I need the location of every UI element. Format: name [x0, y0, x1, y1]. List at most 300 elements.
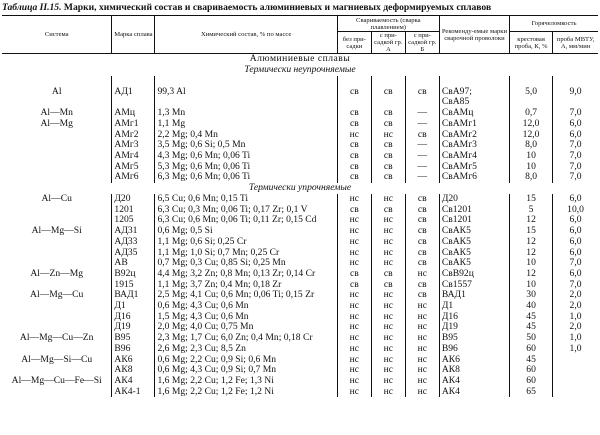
cell-filler-b: [405, 76, 439, 87]
cell-wire: Д20: [439, 194, 509, 205]
cell-grade: В95: [112, 333, 155, 344]
cell-composition: 1,3 Mn: [155, 108, 337, 119]
cell-composition: 1,6 Mg; 2,2 Cu; 1,2 Fe; 1,2 Ni: [155, 387, 337, 398]
cell-filler-a: нс: [371, 130, 405, 141]
cell-filler-b: нс: [405, 322, 439, 333]
cell-composition: 6,3 Cu; 0,3 Mn; 0,06 Ti; 0,17 Zr; 0,1 V: [155, 205, 337, 216]
cell-cross-sample: 10: [510, 162, 553, 173]
cell-filler-a: св: [371, 87, 405, 98]
cell-grade: АД35: [112, 248, 155, 259]
cell-mvtu: [553, 387, 598, 398]
cell-no-filler: св: [337, 119, 371, 130]
cell-composition: 4,3 Mg; 0,6 Mn; 0,06 Ti: [155, 151, 337, 162]
cell-system: [2, 172, 112, 183]
cell-cross-sample: 60: [510, 344, 553, 355]
table-number: Таблица II.15.: [2, 2, 62, 13]
cell-cross-sample: 15: [510, 194, 553, 205]
cell-filler-b: св: [405, 215, 439, 226]
cell-system: [2, 312, 112, 323]
cell-wire: Св1201: [439, 215, 509, 226]
table-row: [2, 151, 598, 162]
cell-system: [2, 151, 112, 162]
cell-filler-b: св: [405, 194, 439, 205]
cell-no-filler: св: [337, 151, 371, 162]
cell-cross-sample: 0,7: [510, 108, 553, 119]
cell-wire: СвАМг3: [439, 140, 509, 151]
cell-wire: СвА97;: [439, 87, 509, 98]
cell-filler-b: нс: [405, 312, 439, 323]
table-row: [2, 194, 598, 205]
cell-grade: [112, 76, 155, 87]
header-no-filler: без при-садки: [337, 32, 371, 54]
cell-no-filler: нс: [337, 226, 371, 237]
table-title: Марки, химический состав и свариваемость алюминиевых и магниевых деформируемых сплавов: [63, 2, 492, 13]
cell-mvtu: 6,0: [569, 129, 582, 140]
cell-no-filler: нс: [337, 344, 371, 355]
table-row: [2, 301, 598, 312]
cell-filler-a: нс: [371, 376, 405, 387]
cell-cross-sample: 50: [510, 333, 553, 344]
cell-system: Al: [2, 87, 112, 98]
cell-cross-sample: 65: [510, 387, 553, 398]
cell-mvtu: 6,0: [569, 247, 582, 258]
cell-system: [2, 280, 112, 291]
cell-mvtu: 1,0: [569, 333, 582, 344]
cell-system: Al—Zn—Mg: [2, 269, 112, 280]
header-cross-sample: крестовая проба, К, %: [510, 32, 553, 54]
cell-grade: АК4: [112, 376, 155, 387]
table-row: [2, 333, 598, 344]
section-label: Алюминиевые сплавы: [249, 53, 351, 65]
table-row: [2, 290, 598, 301]
cell-no-filler: нс: [337, 322, 371, 333]
cell-no-filler: св: [337, 162, 371, 173]
cell-system: [2, 365, 112, 376]
cell-system: [2, 387, 112, 398]
cell-wire: СвВ92ц: [439, 269, 509, 280]
cell-wire: СвАМг4: [439, 151, 509, 162]
cell-system: [2, 130, 112, 141]
cell-cross-sample: 60: [510, 365, 553, 376]
cell-grade: АД1: [112, 87, 155, 98]
cell-cross-sample: 45: [510, 355, 553, 366]
cell-filler-a: св: [371, 269, 405, 280]
cell-composition: 0,7 Mg; 0,3 Cu; 0,85 Si; 0,25 Mn: [155, 258, 337, 269]
cell-system: Al—Mn: [2, 108, 112, 119]
cell-no-filler: св: [337, 87, 371, 98]
cell-system: [2, 237, 112, 248]
cell-filler-b: св: [405, 258, 439, 269]
cell-cross-sample: 12,0: [510, 130, 553, 141]
cell-system: [2, 322, 112, 333]
cell-wire: СвАМг6: [439, 172, 509, 183]
cell-composition: 5,3 Mg; 0,6 Mn; 0,06 Ti: [155, 162, 337, 173]
cell-mvtu: 6,0: [569, 236, 582, 247]
cell-no-filler: св: [337, 108, 371, 119]
cell-composition: 1,1 Mg; 0,6 Si; 0,25 Cr: [155, 237, 337, 248]
cell-no-filler: [337, 97, 371, 108]
cell-filler-a: нс: [371, 387, 405, 398]
cell-grade: 1205: [112, 215, 155, 226]
table-row: [2, 226, 598, 237]
cell-filler-b: нс: [405, 355, 439, 366]
table-row: [2, 387, 598, 398]
cell-mvtu: 6,0: [569, 268, 582, 279]
cell-composition: 2,2 Mg; 0,4 Mn: [155, 130, 337, 141]
cell-grade: Д16: [112, 312, 155, 323]
cell-grade: АК4-1: [112, 387, 155, 398]
cell-grade: ВАД1: [112, 290, 155, 301]
cell-mvtu: 1,0: [569, 343, 582, 354]
header-grade: Марка сплава: [112, 16, 155, 54]
cell-composition: 6,3 Cu; 0,6 Mn; 0,06 Ti; 0,11 Zr; 0,15 Cd: [155, 215, 337, 226]
cell-cross-sample: 12: [510, 215, 553, 226]
cell-filler-b: —: [405, 151, 439, 162]
table-row: [2, 280, 598, 291]
cell-cross-sample: [510, 76, 553, 87]
table-row: [2, 355, 598, 366]
cell-system: Al—Mg: [2, 119, 112, 130]
cell-wire: АК6: [439, 355, 509, 366]
cell-grade: АМг5: [112, 162, 155, 173]
cell-filler-a: нс: [371, 333, 405, 344]
cell-no-filler: нс: [337, 290, 371, 301]
cell-grade: АМг2: [112, 130, 155, 141]
cell-no-filler: св: [337, 205, 371, 216]
cell-composition: 1,1 Mg; 1,0 Si; 0,7 Mn; 0,25 Cr: [155, 248, 337, 259]
cell-mvtu: 7,0: [569, 258, 582, 269]
table-header: [2, 16, 598, 54]
table-row: [2, 97, 598, 108]
cell-filler-a: св: [371, 140, 405, 151]
cell-grade: Д1: [112, 301, 155, 312]
cell-cross-sample: 12: [510, 269, 553, 280]
alloy-table: [2, 15, 598, 397]
cell-grade: АД33: [112, 237, 155, 248]
cell-filler-b: св: [405, 87, 439, 98]
cell-grade: АВ: [112, 258, 155, 269]
cell-composition: 2,0 Mg; 4,0 Cu; 0,75 Mn: [155, 322, 337, 333]
cell-system: [2, 344, 112, 355]
cell-system: [2, 215, 112, 226]
cell-filler-b: —: [405, 162, 439, 173]
cell-composition: 2,6 Mg; 2,3 Cu; 8,5 Zn: [155, 344, 337, 355]
cell-composition: 0,6 Mg; 2,2 Cu; 0,9 Si; 0,6 Mn: [155, 355, 337, 366]
cell-wire: АК4: [439, 376, 509, 387]
cell-filler-b: св: [405, 280, 439, 291]
cell-wire: Св1557: [439, 280, 509, 291]
table-row: [2, 130, 598, 141]
header-system: Система: [2, 16, 112, 54]
cell-no-filler: св: [337, 140, 371, 151]
cell-mvtu: [553, 76, 598, 87]
table-row: [2, 322, 598, 333]
cell-filler-a: нс: [371, 215, 405, 226]
cell-no-filler: нс: [337, 248, 371, 259]
header-hot-crack: Горячеломкость: [510, 16, 598, 32]
cell-composition: 6,5 Cu; 0,6 Mn; 0,15 Ti: [155, 194, 337, 205]
cell-grade: В92ц: [112, 269, 155, 280]
cell-no-filler: нс: [337, 194, 371, 205]
cell-wire: ВАД1: [439, 290, 509, 301]
cell-mvtu: 10,0: [567, 204, 584, 215]
subsection-label-1: Термически неупрочняемые: [244, 65, 356, 76]
cell-filler-b: нс: [405, 376, 439, 387]
cell-no-filler: св: [337, 269, 371, 280]
table-row: [2, 205, 598, 216]
cell-mvtu: 7,0: [569, 172, 582, 183]
cell-cross-sample: 15: [510, 226, 553, 237]
header-composition: Химический состав, % по массе: [155, 16, 337, 54]
cell-mvtu: 2,0: [569, 301, 582, 312]
header-weldability: Свариваемость (сварка плавлением): [337, 16, 439, 32]
cell-filler-a: нс: [371, 226, 405, 237]
cell-wire: Д16: [439, 312, 509, 323]
cell-grade: АД31: [112, 226, 155, 237]
cell-composition: 1,6 Mg; 2,2 Cu; 1,2 Fe; 1,3 Ni: [155, 376, 337, 387]
cell-system: Al—Mg—Cu: [2, 290, 112, 301]
cell-no-filler: нс: [337, 215, 371, 226]
table-row: [2, 269, 598, 280]
cell-filler-b: св: [405, 290, 439, 301]
cell-filler-b: нс: [405, 333, 439, 344]
cell-composition: 3,5 Mg; 0,6 Si; 0,5 Mn: [155, 140, 337, 151]
cell-composition: 99,3 Al: [155, 87, 337, 98]
cell-system: [2, 162, 112, 173]
table-caption: [2, 2, 598, 14]
cell-wire: АК4: [439, 387, 509, 398]
cell-system: [2, 301, 112, 312]
cell-wire: Д1: [439, 301, 509, 312]
cell-wire: СвАМг1: [439, 119, 509, 130]
cell-mvtu: [553, 376, 598, 387]
cell-cross-sample: 45: [510, 322, 553, 333]
table-row: [2, 215, 598, 226]
cell-filler-a: св: [371, 119, 405, 130]
cell-system: Al—Mg—Cu—Zn: [2, 333, 112, 344]
cell-composition: 1,1 Mg: [155, 119, 337, 130]
cell-cross-sample: 10: [510, 151, 553, 162]
cell-cross-sample: 8,0: [510, 172, 553, 183]
cell-cross-sample: 40: [510, 301, 553, 312]
cell-composition: 1,5 Mg; 4,3 Cu; 0,6 Mn: [155, 312, 337, 323]
table-row: [2, 108, 598, 119]
cell-filler-a: нс: [371, 322, 405, 333]
header-filler-a: с при-садкой гр. А: [371, 32, 405, 54]
cell-mvtu: 2,0: [569, 322, 582, 333]
cell-filler-b: св: [405, 205, 439, 216]
cell-filler-a: нс: [371, 344, 405, 355]
table-row: [2, 344, 598, 355]
cell-filler-a: св: [371, 205, 405, 216]
cell-no-filler: нс: [337, 237, 371, 248]
cell-filler-a: нс: [371, 258, 405, 269]
cell-no-filler: нс: [337, 130, 371, 141]
cell-mvtu: 9,0: [569, 86, 582, 97]
cell-no-filler: нс: [337, 355, 371, 366]
cell-no-filler: нс: [337, 387, 371, 398]
cell-cross-sample: 10: [510, 280, 553, 291]
cell-filler-b: —: [405, 140, 439, 151]
cell-wire: Св1201: [439, 205, 509, 216]
cell-mvtu: 1,0: [569, 311, 582, 322]
cell-cross-sample: 45: [510, 312, 553, 323]
cell-system: [2, 140, 112, 151]
cell-cross-sample: 30: [510, 290, 553, 301]
cell-filler-b: нс: [405, 344, 439, 355]
cell-cross-sample: 10: [510, 258, 553, 269]
header-mvtu: проба МВТУ, А, мм/мин: [553, 32, 598, 54]
cell-filler-b: нс: [405, 365, 439, 376]
cell-grade: В96: [112, 344, 155, 355]
cell-filler-b: [405, 97, 439, 108]
table-row: [2, 87, 598, 98]
cell-system: Al—Mg—Si—Cu: [2, 355, 112, 366]
cell-filler-a: св: [371, 162, 405, 173]
table-row: [2, 119, 598, 130]
table-row: [2, 312, 598, 323]
header-filler-b: с при-садкой гр. Б: [405, 32, 439, 54]
cell-grade: АМг3: [112, 140, 155, 151]
cell-grade: АК6: [112, 355, 155, 366]
cell-grade: [112, 97, 155, 108]
cell-mvtu: 2,0: [569, 290, 582, 301]
cell-wire: СвАК5: [439, 237, 509, 248]
cell-system: Al—Mg—Si: [2, 226, 112, 237]
cell-filler-a: нс: [371, 237, 405, 248]
table-row: [2, 248, 598, 259]
cell-wire: В95: [439, 333, 509, 344]
cell-filler-b: св: [405, 130, 439, 141]
table-row: [2, 76, 598, 87]
cell-filler-a: св: [371, 151, 405, 162]
cell-system: Al—Cu: [2, 194, 112, 205]
cell-system: [2, 97, 112, 108]
cell-grade: АМг1: [112, 119, 155, 130]
cell-filler-a: [371, 76, 405, 87]
cell-filler-b: —: [405, 172, 439, 183]
cell-wire: СвАК5: [439, 248, 509, 259]
cell-no-filler: нс: [337, 365, 371, 376]
cell-mvtu: 7,0: [569, 150, 582, 161]
cell-filler-a: [371, 97, 405, 108]
cell-grade: 1915: [112, 280, 155, 291]
cell-filler-b: св: [405, 237, 439, 248]
cell-cross-sample: 5: [510, 205, 553, 216]
cell-wire: СвАМг5: [439, 162, 509, 173]
cell-mvtu: [553, 97, 598, 108]
cell-filler-a: нс: [371, 365, 405, 376]
cell-mvtu: 6,0: [569, 118, 582, 129]
cell-wire: СвАМг2: [439, 130, 509, 141]
table-row: [2, 376, 598, 387]
cell-no-filler: нс: [337, 258, 371, 269]
cell-mvtu: 7,0: [569, 140, 582, 151]
cell-no-filler: нс: [337, 376, 371, 387]
cell-filler-a: св: [371, 172, 405, 183]
cell-filler-b: нс: [405, 269, 439, 280]
cell-cross-sample: 60: [510, 376, 553, 387]
table-row: [2, 140, 598, 151]
cell-filler-a: св: [371, 280, 405, 291]
cell-mvtu: [553, 365, 598, 376]
cell-filler-a: нс: [371, 301, 405, 312]
cell-composition: 0,6 Mg; 4,3 Cu; 0,6 Mn: [155, 301, 337, 312]
cell-no-filler: нс: [337, 333, 371, 344]
cell-mvtu: 6,0: [569, 215, 582, 226]
cell-wire: [439, 76, 509, 87]
cell-grade: АК8: [112, 365, 155, 376]
cell-wire: В96: [439, 344, 509, 355]
cell-filler-a: нс: [371, 290, 405, 301]
cell-cross-sample: 12: [510, 237, 553, 248]
cell-grade: Д19: [112, 322, 155, 333]
cell-filler-a: нс: [371, 194, 405, 205]
cell-composition: 6,3 Mg; 0,6 Mn; 0,06 Ti: [155, 172, 337, 183]
cell-no-filler: св: [337, 280, 371, 291]
cell-no-filler: нс: [337, 301, 371, 312]
cell-grade: АМг6: [112, 172, 155, 183]
cell-grade: 1201: [112, 205, 155, 216]
cell-composition: 2,5 Mg; 4,1 Cu; 0,6 Mn; 0,06 Ti; 0,15 Zr: [155, 290, 337, 301]
table-row: [2, 365, 598, 376]
cell-mvtu: [553, 355, 598, 366]
cell-no-filler: [337, 76, 371, 87]
cell-mvtu: 7,0: [569, 279, 582, 290]
cell-composition: 2,3 Mg; 1,7 Cu; 6,0 Zn; 0,4 Mn; 0,18 Cr: [155, 333, 337, 344]
cell-filler-b: нс: [405, 301, 439, 312]
cell-composition: 4,4 Mg; 3,2 Zn; 0,8 Mn; 0,13 Zr; 0,14 Cr: [155, 269, 337, 280]
cell-filler-a: нс: [371, 355, 405, 366]
cell-wire: СвАМц: [439, 108, 509, 119]
cell-cross-sample: 12,0: [510, 119, 553, 130]
cell-mvtu: 6,0: [569, 226, 582, 237]
cell-system: [2, 258, 112, 269]
cell-cross-sample: 5,0: [510, 87, 553, 98]
cell-composition: 0,6 Mg; 0,5 Si: [155, 226, 337, 237]
table-body: [2, 54, 598, 398]
cell-wire: Д19: [439, 322, 509, 333]
cell-grade: АМц: [112, 108, 155, 119]
cell-grade: Д20: [112, 194, 155, 205]
cell-composition: [155, 76, 337, 87]
cell-composition: 0,6 Mg; 4,3 Cu; 0,9 Si; 0,7 Mn: [155, 365, 337, 376]
cell-composition: 1,1 Mg; 3,7 Zn; 0,4 Mn; 0,18 Zr: [155, 280, 337, 291]
cell-grade: АМг4: [112, 151, 155, 162]
cell-filler-a: св: [371, 108, 405, 119]
header-wire: Рекоменду-емые марки сварочной проволоки: [439, 16, 509, 54]
subsection-label-2: Термически упрочняемые: [248, 183, 352, 194]
cell-cross-sample: 8,0: [510, 140, 553, 151]
cell-system: [2, 248, 112, 259]
cell-cross-sample: [510, 97, 553, 108]
table-row: [2, 237, 598, 248]
table-row: [2, 258, 598, 269]
table-row: [2, 162, 598, 173]
cell-wire: СвА85: [439, 97, 509, 108]
cell-filler-b: св: [405, 248, 439, 259]
cell-cross-sample: 12: [510, 248, 553, 259]
cell-mvtu: 6,0: [569, 194, 582, 205]
cell-filler-b: нс: [405, 387, 439, 398]
cell-wire: СвАК5: [439, 226, 509, 237]
cell-mvtu: 7,0: [569, 108, 582, 119]
cell-composition: [155, 97, 337, 108]
cell-system: [2, 205, 112, 216]
cell-filler-a: нс: [371, 312, 405, 323]
cell-wire: СвАК5: [439, 258, 509, 269]
cell-filler-b: —: [405, 108, 439, 119]
